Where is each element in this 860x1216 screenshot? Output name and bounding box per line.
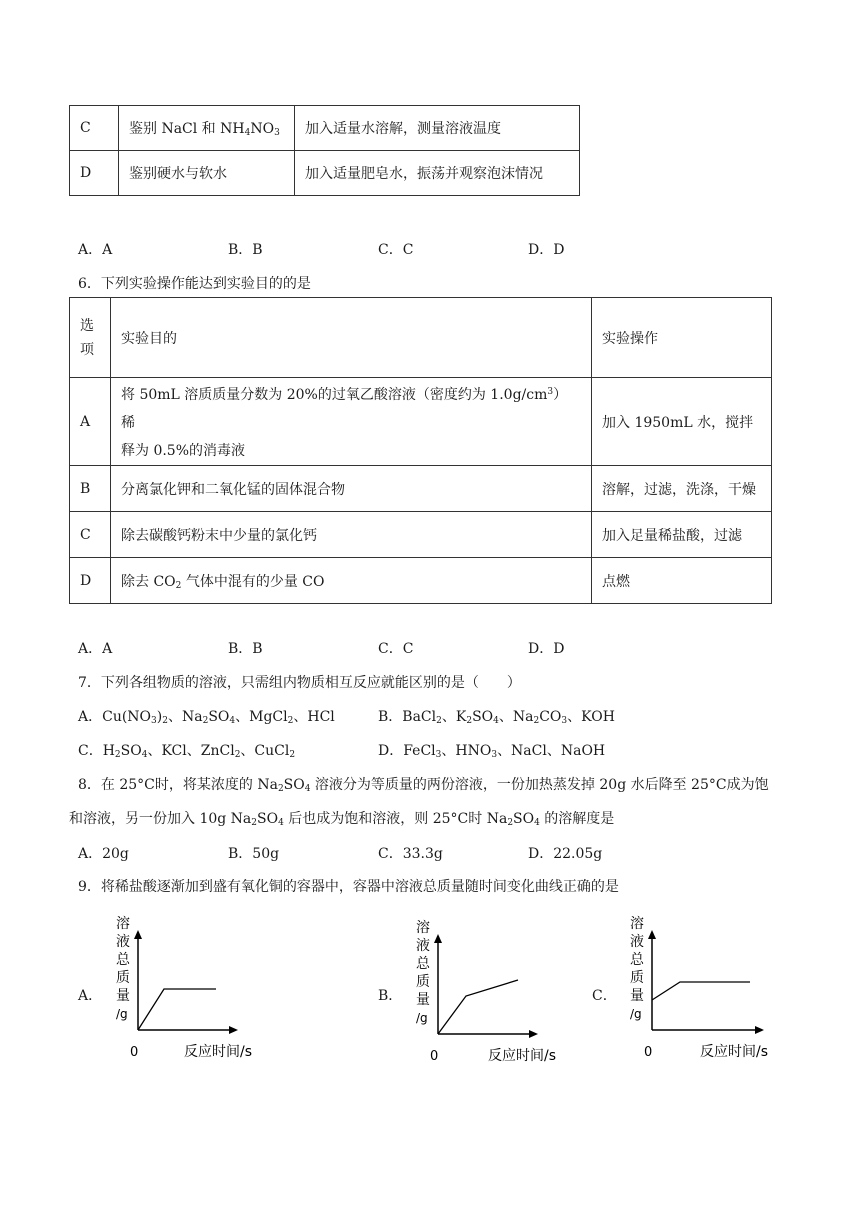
graph-a-yunit: /g [116,1007,128,1021]
graph-b-ylabel-4: 质 [416,974,430,990]
table-row [70,466,772,512]
table-row [70,378,772,466]
graph-a-ylabel-4: 质 [116,970,130,986]
q6-row-a-operation: 加入 1950mL 水，搅拌 [592,378,772,466]
q7-choice-d[interactable]: D．FeCl$_3$、$HNO_3$、NaCl、NaOH [378,743,606,760]
graph-c-ylabel-1: 溶 [630,916,644,932]
q5-row-d-opt: D [70,151,119,196]
graph-c-ylabel-2: 液 [630,934,644,950]
graph-a-ylabel-2: 液 [116,934,130,950]
graph-a-ylabel-1: 溶 [116,916,130,932]
q6-row-b-purpose: 分离氯化钾和二氧化锰的固体混合物 [111,466,592,512]
q6-table [69,297,772,604]
q9-graph-c [624,912,784,1062]
graph-c-ylabel-4: 质 [630,970,644,986]
q8-choice-c[interactable]: C．33.3g [378,846,443,862]
graph-a-origin: 0 [130,1045,139,1060]
graph-c-x-arrow [755,1026,764,1034]
graph-b-ylabel-3: 总 [416,956,430,972]
graph-b-curve [438,980,518,1034]
q7-choice-b[interactable]: B．BaCl$_2$、$K_2SO_4$、$Na_2CO_3$、KOH [378,709,615,726]
q5-row-c-operation: 加入适量水溶解，测量溶液温度 [295,106,580,151]
graph-a-y-arrow [134,930,142,939]
graph-b-xlabel: 反应时间/s [488,1048,557,1064]
q8-choice-b[interactable]: B．50g [228,846,280,862]
q6-row-c-purpose: 除去碳酸钙粉末中少量的氯化钙 [111,512,592,558]
graph-b-ylabel-1: 溶 [416,920,430,936]
q6-row-a-purpose: 将 50mL 溶质质量分数为 20%的过氧乙酸溶液（密度约为 $1.0g/cm^3$）稀 释为 0.5%的消毒液 [111,378,592,466]
table-row [70,151,580,196]
q6-choice-a[interactable]: A．A [78,641,113,657]
graph-b-yunit: /g [416,1011,428,1025]
q6-row-b-operation: 溶解，过滤，洗涤，干燥 [592,466,772,512]
graph-a-xlabel: 反应时间/s [184,1044,253,1060]
q6-choice-d[interactable]: D．D [528,641,565,657]
graph-c-curve [652,982,750,1000]
q8-line1: 8．在 25°C时，将某浓度的 $Na_2SO_4$ 溶液分为等质量的两份溶液，一份加热蒸发掉 20g 水后降至 25°C成为饱 [78,777,769,794]
table-row [70,558,772,604]
q6-row-c-operation: 加入足量稀盐酸，过滤 [592,512,772,558]
q6-row-d-opt: D [70,558,111,604]
q5-choice-d[interactable]: D．D [528,242,565,258]
q6-header-operation: 实验操作 [592,298,772,378]
q6-row-c-opt: C [70,512,111,558]
q5-choice-a[interactable]: A．A [78,242,113,258]
q9-stem: 9．将稀盐酸逐渐加到盛有氧化铜的容器中，容器中溶液总质量随时间变化曲线正确的是 [78,879,619,895]
q6-row-d-operation: 点燃 [592,558,772,604]
q9-choice-c[interactable]: C． [592,988,617,1004]
graph-a-ylabel-5: 量 [116,988,130,1004]
graph-b-ylabel-5: 量 [416,992,430,1008]
q5-row-c-opt: C [70,106,119,151]
q5-choice-c[interactable]: C．C [378,242,414,258]
graph-a-x-arrow [229,1026,238,1034]
q8-choice-d[interactable]: D．22.05g [528,846,603,862]
graph-a-ylabel-3: 总 [116,952,130,968]
graph-c-origin: 0 [644,1045,653,1060]
q6-row-d-purpose: 除去 $CO_2$ 气体中混有的少量 CO [111,558,592,604]
q5-row-d-operation: 加入适量肥皂水，振荡并观察泡沫情况 [295,151,580,196]
graph-c-xlabel: 反应时间/s [700,1044,769,1060]
graph-c-y-arrow [648,930,656,939]
table-row [70,106,580,151]
q7-stem: 7．下列各组物质的溶液，只需组内物质相互反应就能区别的是（ ） [78,675,521,691]
graph-b-origin: 0 [430,1049,439,1064]
q9-choice-a[interactable]: A． [78,988,103,1004]
q5-row-d-purpose: 鉴别硬水与软水 [119,151,295,196]
q9-graph-b [410,916,570,1066]
q5-choice-b[interactable]: B．B [228,242,263,258]
q5-table [69,105,580,196]
q7-choice-a[interactable]: A．$Cu(NO_3)_2$、$Na_2SO_4$、MgCl$_2$、HCl [78,709,335,726]
q6-header-option: 选 项 [70,298,111,378]
q6-header-purpose: 实验目的 [111,298,592,378]
graph-c-ylabel-5: 量 [630,988,644,1004]
q6-choice-b[interactable]: B．B [228,641,263,657]
graph-b-x-arrow [529,1030,538,1038]
graph-c-ylabel-3: 总 [630,952,644,968]
q7-choice-c[interactable]: C．$H_2SO_4$、KCl、ZnCl$_2$、CuCl$_2$ [78,743,296,760]
graph-b-ylabel-2: 液 [416,938,430,954]
q6-stem: 6．下列实验操作能达到实验目的的是 [78,276,311,292]
table-row [70,512,772,558]
q5-row-c-purpose: 鉴别 NaCl 和 $NH_4NO_3$ [119,106,295,151]
q8-line2: 和溶液，另一份加入 10g $Na_2SO_4$ 后也成为饱和溶液，则 25°C时 $Na_2SO_4$ 的溶解度是 [69,811,615,828]
q9-choice-b[interactable]: B． [378,988,403,1004]
q9-graph-a [110,912,270,1062]
q6-row-a-opt: A [70,378,111,466]
q8-choice-a[interactable]: A．20g [78,846,129,862]
q6-row-b-opt: B [70,466,111,512]
graph-a-curve [138,989,216,1030]
graph-c-yunit: /g [630,1007,642,1021]
q6-choice-c[interactable]: C．C [378,641,414,657]
graph-b-y-arrow [434,934,442,943]
table-row [70,298,772,378]
